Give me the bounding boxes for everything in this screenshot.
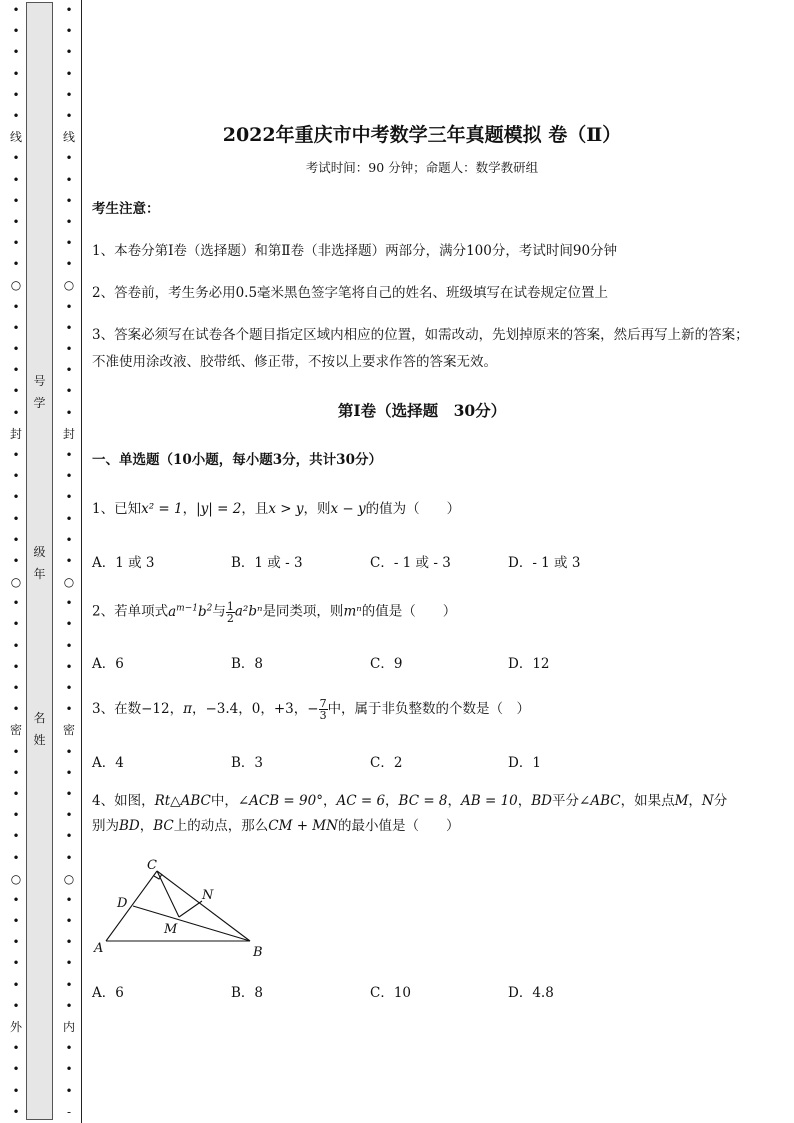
margin-mark: • bbox=[12, 744, 20, 759]
margin-mark: • bbox=[65, 405, 73, 420]
margin-mark: • bbox=[12, 257, 20, 272]
margin-mark: • bbox=[65, 214, 73, 229]
margin-mark: • bbox=[65, 829, 73, 844]
margin-mark: 外 bbox=[10, 1020, 23, 1034]
margin-mark: 内 bbox=[63, 1020, 76, 1034]
option-d: D．1 bbox=[508, 755, 541, 771]
margin-mark: • bbox=[65, 469, 73, 484]
margin-mark: 封 bbox=[63, 426, 76, 441]
option-b: B．8 bbox=[231, 656, 264, 672]
margin-mark: • bbox=[65, 744, 73, 759]
option-c: C．10 bbox=[370, 985, 412, 1001]
margin-mark: • bbox=[12, 24, 20, 39]
margin-mark: - bbox=[66, 1104, 72, 1119]
margin-mark: • bbox=[65, 553, 73, 568]
margin-mark: • bbox=[65, 490, 73, 505]
option-b: B．3 bbox=[231, 755, 264, 771]
label-m: M bbox=[164, 922, 178, 937]
margin-mark: • bbox=[65, 320, 73, 335]
margin-mark: • bbox=[65, 532, 73, 547]
label-grade: 级 年 bbox=[33, 545, 46, 581]
margin-mark: • bbox=[12, 469, 20, 484]
margin-mark: • bbox=[65, 45, 73, 60]
margin-mark: • bbox=[12, 638, 20, 653]
label-name: 名 姓 bbox=[33, 711, 46, 747]
triangle-figure bbox=[92, 855, 282, 965]
binding-margin-right bbox=[63, 0, 75, 1123]
notice-item-3: 3、答案必须写在试卷各个题目指定区域内相应的位置，如需改动，先划掉原来的答案，然后再写上新的答案；不准使用涂改液、胶带纸、修正带，不按以上要求作答的答案无效。 bbox=[92, 327, 749, 370]
option-b: B．1 或 - 3 bbox=[231, 555, 303, 571]
exam-subtitle: 考试时间：90 分钟；命题人：数学教研组 bbox=[305, 160, 539, 175]
segment-ac bbox=[106, 871, 157, 941]
margin-mark: ○ bbox=[10, 575, 22, 590]
margin-mark: • bbox=[65, 257, 73, 272]
margin-mark: • bbox=[12, 45, 20, 60]
margin-mark: • bbox=[65, 935, 73, 950]
margin-mark: • bbox=[65, 914, 73, 929]
fraction-one-half: $\frac{1}{2}$ bbox=[226, 599, 234, 625]
margin-mark: • bbox=[12, 596, 20, 611]
margin-mark: • bbox=[65, 1041, 73, 1056]
option-a: A．1 或 3 bbox=[92, 555, 155, 571]
margin-mark: • bbox=[65, 236, 73, 251]
margin-mark: • bbox=[12, 977, 20, 992]
margin-mark: • bbox=[65, 66, 73, 81]
question-3: 3、在数−12，π，−3.4，0，+3，− $\frac{7}{3}$ 中，属于非负整数的个数是（ ） bbox=[92, 697, 531, 722]
margin-mark: • bbox=[12, 1083, 20, 1098]
margin-mark: • bbox=[65, 1083, 73, 1098]
margin-mark: • bbox=[12, 765, 20, 780]
notice-item-2: 2、答卷前，考生务必用0.5毫米黑色签字笔将自己的姓名、班级填写在试卷规定位置上 bbox=[92, 285, 609, 301]
margin-mark: • bbox=[12, 299, 20, 314]
margin-mark: • bbox=[12, 998, 20, 1013]
binding-line bbox=[81, 0, 82, 1123]
margin-mark: • bbox=[12, 532, 20, 547]
margin-mark: • bbox=[12, 1041, 20, 1056]
margin-mark: • bbox=[12, 850, 20, 865]
margin-mark: • bbox=[12, 151, 20, 166]
binding-margin-left bbox=[10, 0, 22, 1123]
margin-mark: • bbox=[65, 977, 73, 992]
margin-mark: • bbox=[12, 829, 20, 844]
margin-mark: • bbox=[65, 638, 73, 653]
margin-mark: • bbox=[12, 490, 20, 505]
section-title: 第Ⅰ卷（选择题 30分） bbox=[337, 401, 507, 420]
margin-mark: • bbox=[12, 405, 20, 420]
option-b: B．8 bbox=[231, 985, 264, 1001]
margin-mark: • bbox=[12, 3, 20, 17]
margin-mark: • bbox=[12, 681, 20, 695]
question-1: 1、已知x² = 1，|y| = 2，且x > y，则x − y的值为（ ） bbox=[92, 501, 461, 517]
margin-mark: ○ bbox=[10, 871, 22, 886]
question-2: 2、若单项式$a^{m-1}b^2$与 $\frac{1}{2}$ a²bⁿ是同类项，则mⁿ的值是（ ） bbox=[92, 599, 457, 625]
option-a: A．4 bbox=[92, 755, 124, 771]
option-d: D．- 1 或 3 bbox=[508, 555, 581, 571]
margin-mark: • bbox=[65, 342, 73, 356]
margin-mark: • bbox=[65, 511, 73, 526]
margin-mark: ○ bbox=[63, 278, 75, 293]
margin-mark: • bbox=[65, 765, 73, 780]
option-c: C．- 1 或 - 3 bbox=[370, 555, 451, 571]
margin-mark: • bbox=[12, 892, 20, 907]
label-a: A bbox=[94, 941, 104, 956]
label-d: D bbox=[117, 896, 128, 911]
margin-mark: ○ bbox=[63, 575, 75, 590]
margin-mark: • bbox=[12, 511, 20, 526]
notice-heading: 考生注意： bbox=[92, 201, 160, 217]
label-student-number: 号 学 bbox=[33, 374, 46, 410]
margin-mark: • bbox=[65, 617, 73, 632]
margin-mark: • bbox=[65, 808, 73, 823]
margin-mark: • bbox=[65, 299, 73, 314]
margin-mark: • bbox=[12, 172, 20, 187]
margin-mark: • bbox=[12, 320, 20, 335]
margin-mark: • bbox=[12, 193, 20, 208]
label-b: B bbox=[253, 945, 263, 960]
option-c: C．9 bbox=[370, 656, 403, 672]
margin-mark: 线 bbox=[63, 130, 76, 145]
margin-mark: 封 bbox=[10, 426, 23, 441]
margin-mark: • bbox=[65, 87, 73, 102]
margin-mark: • bbox=[12, 702, 20, 717]
segment-bd bbox=[133, 906, 250, 941]
question-4-line-2: 别为BD，BC上的动点，那么CM + MN的最小值是（ ） bbox=[92, 818, 460, 834]
margin-mark: • bbox=[12, 553, 20, 568]
margin-mark: • bbox=[65, 850, 73, 865]
margin-mark: • bbox=[12, 342, 20, 356]
fraction-seven-thirds: $\frac{7}{3}$ bbox=[319, 697, 327, 722]
margin-mark: • bbox=[12, 659, 20, 674]
exam-title: 2022年重庆市中考数学三年真题模拟 卷（Ⅱ） bbox=[222, 124, 622, 146]
margin-mark: • bbox=[65, 24, 73, 39]
margin-mark: • bbox=[65, 172, 73, 187]
margin-mark: • bbox=[65, 1062, 73, 1077]
margin-mark: • bbox=[12, 617, 20, 632]
option-c: C．2 bbox=[370, 755, 403, 771]
margin-mark: 线 bbox=[10, 130, 23, 145]
margin-mark: • bbox=[65, 998, 73, 1013]
option-a: A．6 bbox=[92, 656, 124, 672]
margin-mark: • bbox=[12, 87, 20, 102]
question-4-line-1: 4、如图，Rt△ABC中，∠ACB = 90°，AC = 6，BC = 8，AB = 10，BD平分∠ABC，如果点M，N分 bbox=[92, 793, 728, 809]
margin-mark: • bbox=[65, 786, 73, 801]
margin-mark: • bbox=[12, 914, 20, 929]
margin-mark: • bbox=[65, 659, 73, 674]
margin-mark: • bbox=[12, 236, 20, 251]
margin-mark: ○ bbox=[63, 871, 75, 886]
margin-mark: • bbox=[65, 384, 73, 399]
margin-mark: • bbox=[65, 681, 73, 695]
margin-mark: • bbox=[12, 108, 20, 123]
margin-mark: ○ bbox=[10, 278, 22, 293]
margin-mark: 密 bbox=[63, 723, 76, 738]
margin-mark: • bbox=[12, 384, 20, 399]
notice-item-1: 1、本卷分第Ⅰ卷（选择题）和第Ⅱ卷（非选择题）两部分，满分100分，考试时间90分钟 bbox=[92, 243, 618, 259]
margin-mark: • bbox=[12, 1104, 20, 1119]
margin-mark: • bbox=[12, 808, 20, 823]
option-a: A．6 bbox=[92, 985, 124, 1001]
margin-mark: 密 bbox=[10, 723, 23, 738]
margin-mark: • bbox=[65, 447, 73, 462]
margin-mark: • bbox=[12, 786, 20, 801]
margin-mark: • bbox=[12, 935, 20, 950]
margin-mark: • bbox=[12, 956, 20, 971]
option-d: D．12 bbox=[508, 656, 550, 672]
option-d: D．4.8 bbox=[508, 985, 554, 1001]
margin-mark: • bbox=[65, 3, 73, 17]
label-n: N bbox=[202, 888, 214, 903]
margin-mark: • bbox=[12, 66, 20, 81]
margin-mark: • bbox=[65, 363, 73, 378]
margin-mark: • bbox=[12, 1062, 20, 1077]
margin-mark: • bbox=[65, 151, 73, 166]
margin-mark: • bbox=[12, 363, 20, 378]
margin-mark: • bbox=[65, 702, 73, 717]
margin-mark: • bbox=[65, 108, 73, 123]
margin-mark: • bbox=[65, 596, 73, 611]
margin-mark: • bbox=[12, 447, 20, 462]
margin-mark: • bbox=[12, 214, 20, 229]
part-heading: 一、单选题（10小题，每小题3分，共计30分） bbox=[92, 452, 382, 468]
label-c: C bbox=[147, 858, 157, 873]
margin-mark: • bbox=[65, 193, 73, 208]
margin-mark: • bbox=[65, 956, 73, 971]
margin-mark: • bbox=[65, 892, 73, 907]
segment-mn bbox=[179, 901, 202, 917]
